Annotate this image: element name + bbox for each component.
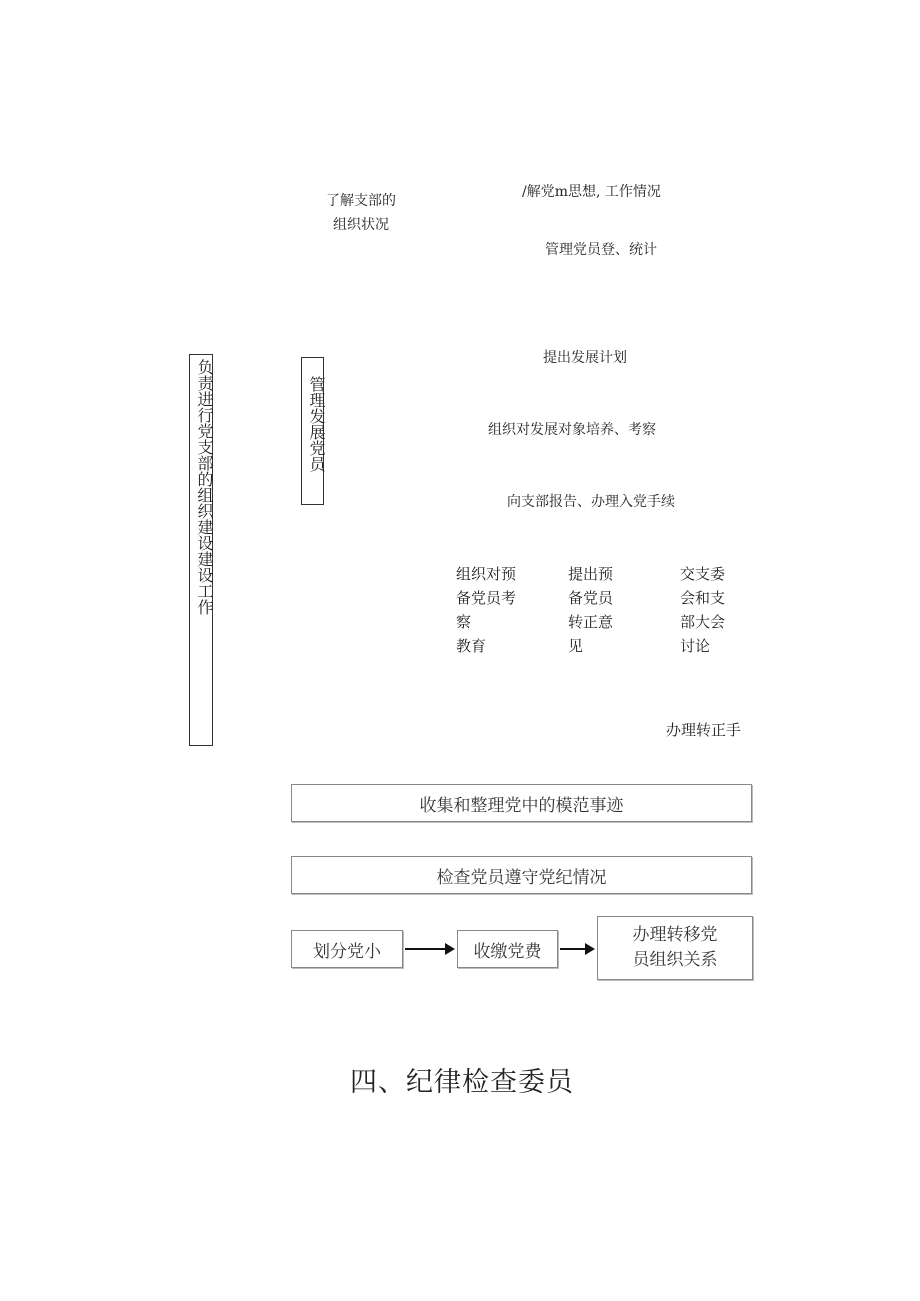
top-right-line1: /解党m思想, 工作情况 [522, 184, 661, 200]
column-probationary-education [456, 562, 536, 658]
column-2-line-2: 备党员 [568, 589, 614, 607]
column-3-line-4: 讨论 [680, 637, 711, 655]
formalize-procedure: 办理转正手 [666, 721, 742, 739]
transfer-relations-line2: 员组织关系 [632, 950, 718, 970]
collect-model-deeds-label: 收集和整理党中的模范事迹 [419, 795, 624, 816]
section-heading: 四、纪律检查委员 [350, 1067, 574, 1098]
transfer-relations-line1: 办理转移党 [632, 925, 718, 945]
step-plan: 提出发展计划 [543, 350, 627, 366]
top-left-line2: 组织状况 [333, 217, 389, 233]
top-left-line1: 了解支部的 [326, 193, 396, 209]
column-3-line-1: 交支委 [680, 565, 726, 583]
column-3-line-2: 会和支 [680, 589, 726, 607]
step-cultivate: 组织对发展对象培养、考察 [488, 422, 656, 438]
transfer-relations-box [597, 916, 753, 980]
column-1-line-1: 组织对预 [456, 565, 517, 583]
column-1-line-4: 教育 [456, 637, 487, 655]
column-1-line-2: 备党员考 [456, 589, 517, 607]
organization-work-box [189, 354, 213, 746]
divide-groups-box [291, 930, 403, 968]
arrow-right-icon [405, 948, 453, 950]
column-1-line-3: 察 [456, 613, 472, 631]
arrow-right-icon [560, 948, 593, 950]
top-right-line2: 管理党员登、统计 [545, 242, 657, 258]
manage-members-box [301, 357, 324, 505]
organization-work-label: 负责进行党支部的组织建设建设工作 [195, 359, 214, 615]
column-2-line-4: 见 [568, 637, 584, 655]
column-2-line-3: 转正意 [568, 613, 614, 631]
divide-groups-label: 划分党小 [313, 941, 381, 962]
collect-fees-label: 收缴党费 [473, 941, 542, 962]
column-probationary-opinion [568, 562, 648, 658]
inspect-discipline-label: 检查党员遵守党纪情况 [436, 867, 607, 888]
manage-members-label: 管理发展党员 [307, 376, 326, 472]
step-report: 向支部报告、办理入党手续 [507, 494, 675, 510]
column-3-line-3: 部大会 [680, 613, 726, 631]
column-2-line-1: 提出预 [568, 565, 614, 583]
collect-fees-box [457, 930, 558, 968]
collect-model-deeds-box [291, 784, 752, 822]
column-committee-discussion [680, 562, 760, 658]
inspect-discipline-box [291, 856, 752, 894]
